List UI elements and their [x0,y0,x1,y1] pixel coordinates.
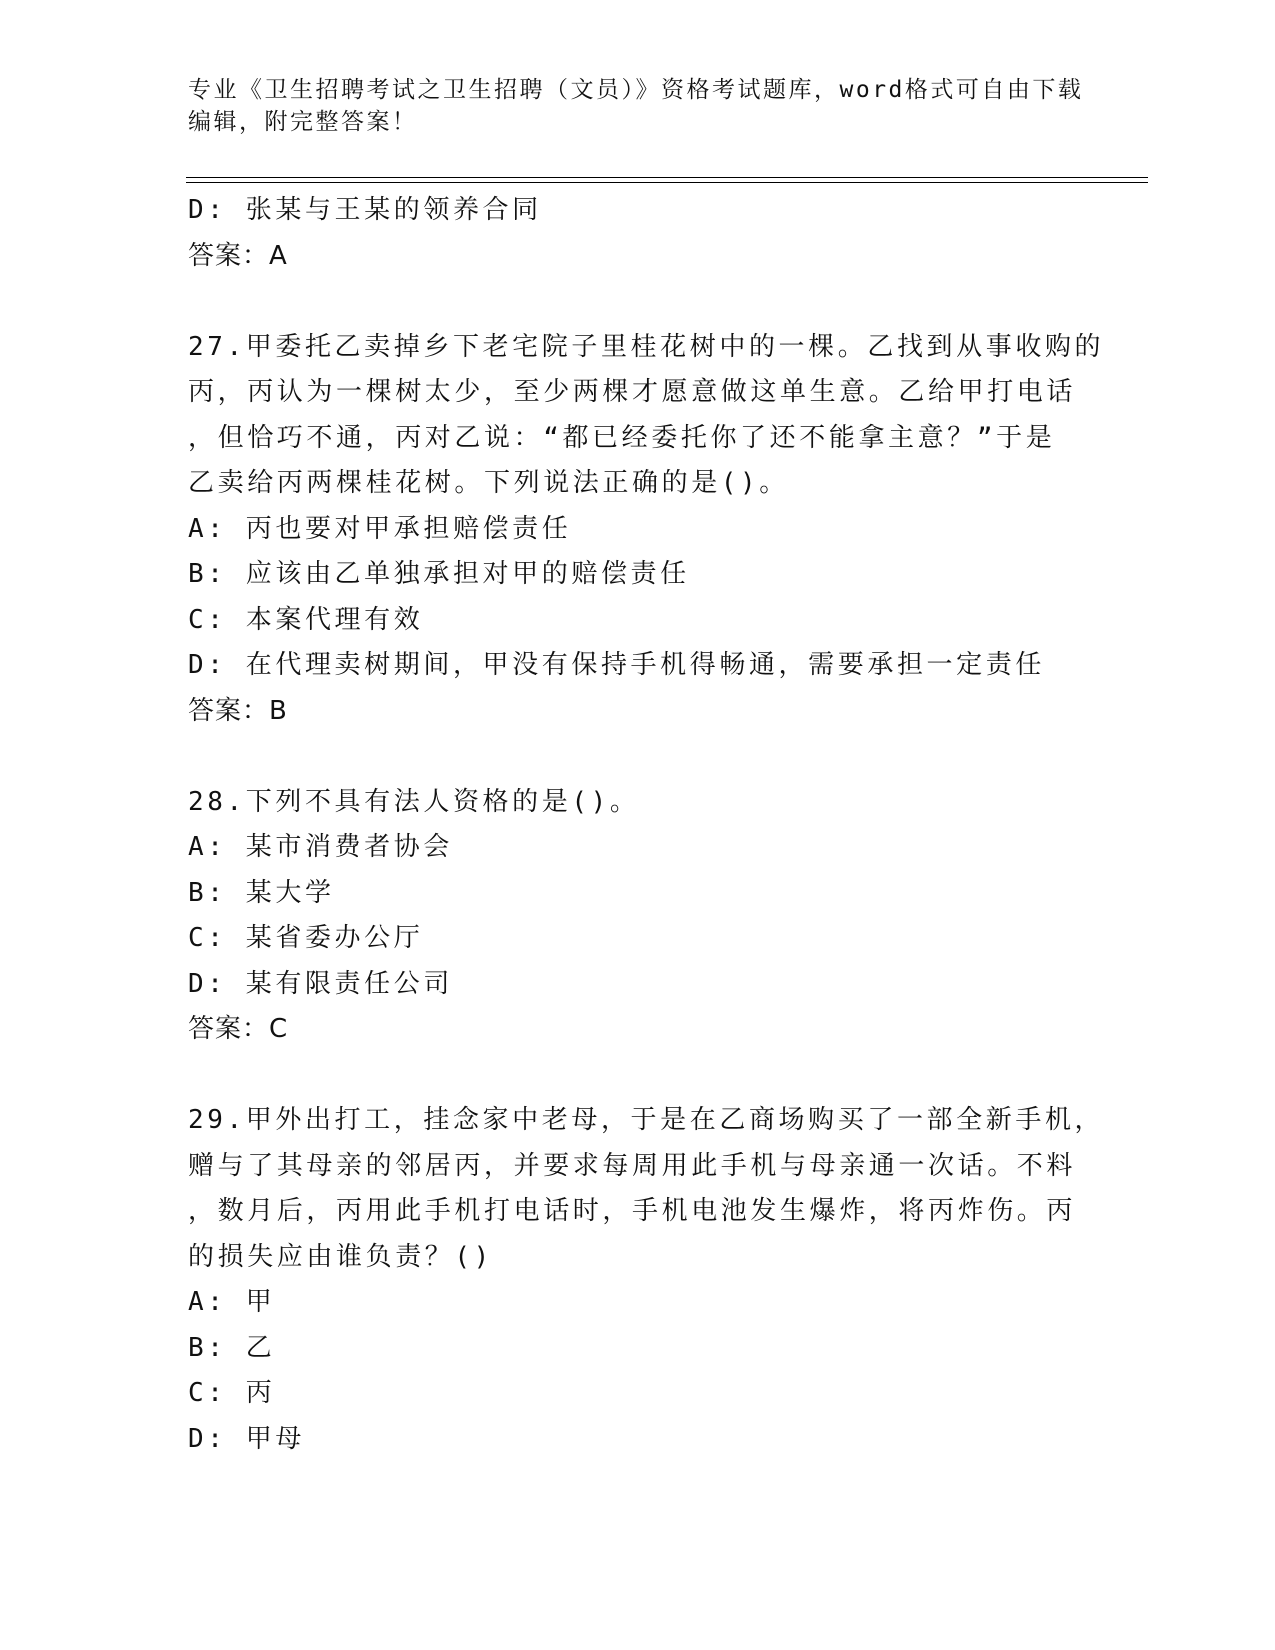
question-29 [188,1098,1105,1462]
spacer [188,734,1088,780]
q28-option-a: A: 某市消费者协会 [188,832,453,862]
question-27 [188,325,1105,735]
q27-option-b: B: 应该由乙单独承担对甲的赔偿责任 [188,559,690,589]
q29-option-c: C: 丙 [188,1378,276,1408]
q27-stem-line: ，但恰巧不通，丙对乙说：“都已经委托你了还不能拿主意？”于是 [188,422,1056,453]
question-26-tail [188,188,1088,279]
q29-stem-line: 的损失应由谁负责？() [188,1241,493,1272]
q27-option-c: C: 本案代理有效 [188,604,424,635]
q29-stem-line: 29.甲外出打工，挂念家中老母，于是在乙商场购买了一部全新手机， [188,1105,1105,1135]
q28-option-b: B: 某大学 [188,877,335,908]
q28-option-c: C: 某省委办公厅 [188,923,424,953]
q29-stem-line: ，数月后，丙用此手机打电话时，手机电池发生爆炸，将丙炸伤。丙 [188,1196,1077,1226]
q27-answer: 答案：B [188,695,288,726]
q27-stem-line: 丙，丙认为一棵树太少，至少两棵才愿意做这单生意。乙给甲打电话 [188,377,1077,407]
header-divider-top [186,177,1148,178]
q27-stem-line: 27.甲委托乙卖掉乡下老宅院子里桂花树中的一棵。乙找到从事收购的 [188,331,1105,362]
question-28 [188,780,1088,1053]
q26-answer: 答案：A [188,240,288,271]
question-list [188,188,1105,1462]
q29-option-d: D: 甲母 [188,1423,305,1454]
header-line-1: 专业《卫生招聘考试之卫生招聘（文员）》资格考试题库，word格式可自由下载 [188,77,1084,103]
q27-option-a: A: 丙也要对甲承担赔偿责任 [188,513,572,544]
spacer [188,1053,1088,1099]
document-header [188,74,1088,138]
q29-option-a: A: 甲 [188,1287,276,1317]
spacer [188,279,1088,325]
q26-option-d: D: 张某与王某的领养合同 [188,195,542,225]
q29-option-b: B: 乙 [188,1332,276,1363]
q27-stem-line: 乙卖给丙两棵桂花树。下列说法正确的是()。 [188,468,789,498]
q28-stem-line: 28.下列不具有法人资格的是()。 [188,786,640,817]
header-divider-bottom [186,182,1148,183]
header-line-2: 编辑，附完整答案！ [188,109,418,135]
q28-option-d: D: 某有限责任公司 [188,968,453,999]
q29-stem-line: 赠与了其母亲的邻居丙，并要求每周用此手机与母亲通一次话。不料 [188,1150,1077,1181]
q27-option-d: D: 在代理卖树期间，甲没有保持手机得畅通，需要承担一定责任 [188,650,1045,680]
q28-answer: 答案：C [188,1014,289,1044]
